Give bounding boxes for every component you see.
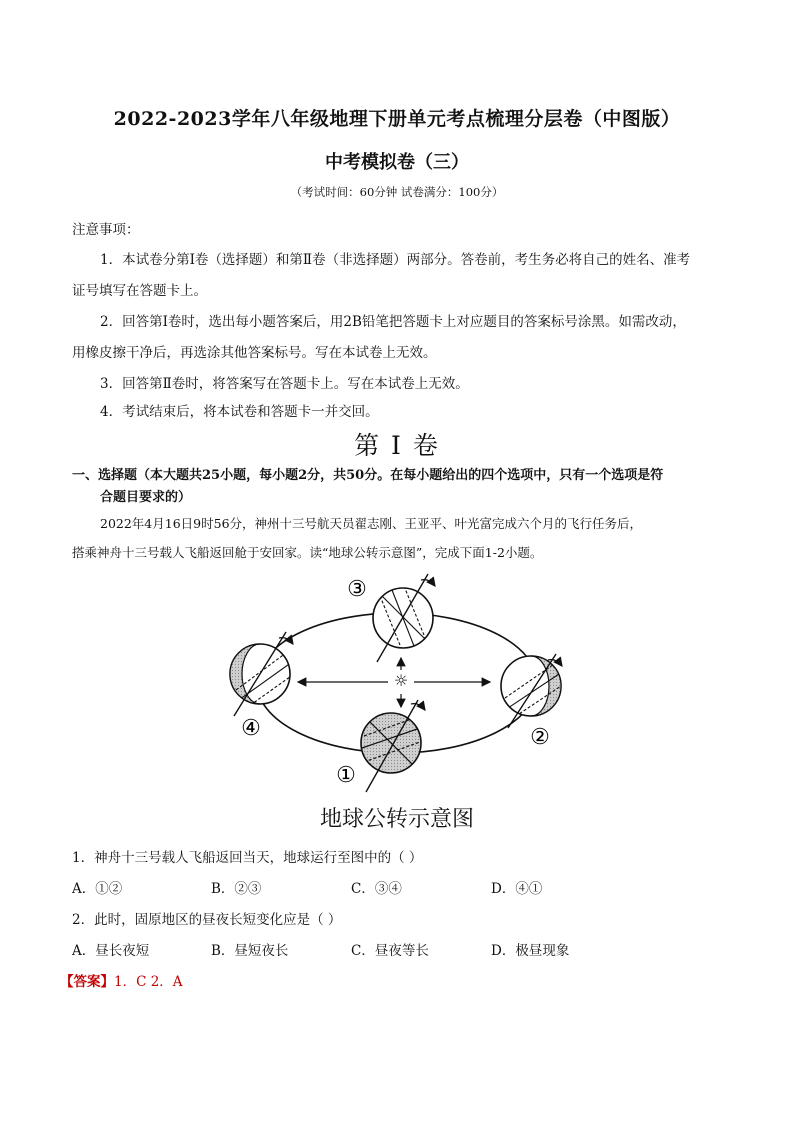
- label-position-4: ④: [241, 716, 261, 741]
- answer-text: 1．C 2．A: [114, 974, 183, 990]
- question-1-option-b: B．②③: [211, 881, 262, 897]
- note-3: 3．回答第Ⅱ卷时，将答案写在答题卡上。写在本试卷上无效。: [100, 376, 469, 392]
- note-4: 4．考试结束后，将本试卷和答题卡一并交回。: [100, 404, 379, 420]
- answer-block: [60, 970, 183, 990]
- earth-position-4: [230, 632, 294, 716]
- part-one-instructions-line-1: 一、选择题（本大题共25小题，每小题2分，共50分。在每小题给出的四个选项中，只有一个选项是符: [72, 468, 664, 483]
- note-1-line-2: 证号填写在答题卡上。: [72, 283, 207, 299]
- exam-meta: （考试时间：60分钟 试卷满分：100分）: [290, 185, 504, 199]
- document-title: 2022-2023学年八年级地理下册单元考点梳理分层卷（中图版）: [113, 108, 681, 130]
- note-2-line-1: 2．回答第Ⅰ卷时，选出每小题答案后，用2B铅笔把答题卡上对应题目的答案标号涂黑。如需改动，: [100, 314, 686, 330]
- question-2-option-b: B．昼短夜长: [211, 943, 289, 959]
- label-position-2: ②: [530, 725, 550, 750]
- question-2-option-a: A．昼长夜短: [72, 943, 150, 959]
- note-2-line-2: 用橡皮擦干净后，再选涂其他答案标号。写在本试卷上无效。: [72, 345, 437, 361]
- question-2-stem: 2．此时，固原地区的昼夜长短变化应是（ ）: [72, 912, 342, 928]
- document-subtitle: 中考模拟卷（三）: [325, 152, 469, 173]
- figure-caption: 地球公转示意图: [319, 807, 474, 832]
- answer-label: 【答案】: [60, 974, 114, 990]
- label-position-3: ③: [347, 577, 367, 602]
- passage-line-2: 搭乘神舟十三号载人飞船返回舱于安回家。读“地球公转示意图”，完成下面1-2小题。: [72, 545, 543, 560]
- earth-position-3: [372, 574, 436, 662]
- question-1-option-d: D．④①: [491, 881, 543, 897]
- earth-orbit-diagram: [0, 560, 794, 800]
- part-one-instructions-line-2: 合题目要求的）: [100, 490, 192, 505]
- question-1-option-a: A．①②: [72, 881, 123, 897]
- passage-line-1: 2022年4月16日9时56分，神州十三号航天员翟志刚、王亚平、叶光富完成六个月的飞行任务后，: [100, 516, 643, 531]
- question-2-option-c: C．昼夜等长: [351, 943, 429, 959]
- earth-position-2: [501, 654, 564, 728]
- svg-text:☼: ☼: [393, 671, 409, 690]
- section-title: 第 I 卷: [354, 431, 440, 460]
- sun-icon: [394, 671, 408, 690]
- question-1-option-c: C．③④: [351, 881, 402, 897]
- notes-heading: 注意事项：: [72, 222, 140, 238]
- question-1-stem: 1．神舟十三号载人飞船返回当天，地球运行至图中的（ ）: [72, 850, 423, 866]
- label-position-1: ①: [336, 763, 356, 788]
- question-2-option-d: D．极昼现象: [491, 943, 570, 959]
- earth-position-1: [360, 700, 425, 792]
- note-1-line-1: 1．本试卷分第Ⅰ卷（选择题）和第Ⅱ卷（非选择题）两部分。答卷前，考生务必将自己的姓名、准考: [100, 252, 691, 268]
